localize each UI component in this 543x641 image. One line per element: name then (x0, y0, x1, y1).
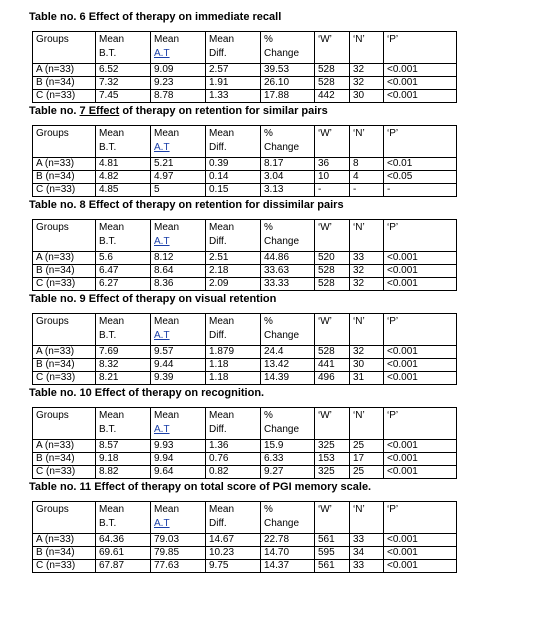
cell-mean-at: 9.23 (151, 77, 206, 90)
cell-change: 3.13 (261, 184, 315, 197)
cell-change: 15.9 (261, 440, 315, 453)
cell-p: <0.001 (384, 64, 457, 77)
header-change: % Change (261, 502, 315, 534)
cell-group: A (n=33) (33, 158, 96, 171)
header-mean-diff: Mean Diff. (206, 408, 261, 440)
header-w: ‘W’ (315, 314, 350, 346)
cell-group: B (n=34) (33, 265, 96, 278)
cell-change: 33.33 (261, 278, 315, 291)
cell-mean-diff: 0.76 (206, 453, 261, 466)
header-n: ‘N’ (350, 408, 384, 440)
cell-p: <0.001 (384, 560, 457, 573)
cell-mean-diff: 1.18 (206, 359, 261, 372)
cell-change: 44.86 (261, 252, 315, 265)
cell-group: C (n=33) (33, 466, 96, 479)
table-6 (32, 31, 457, 103)
cell-mean-diff: 1.33 (206, 90, 261, 103)
cell-w: 561 (315, 560, 350, 573)
table-row (33, 265, 457, 278)
header-n: ‘N’ (350, 32, 384, 64)
cell-w: 528 (315, 346, 350, 359)
cell-n: 34 (350, 547, 384, 560)
table-row (33, 346, 457, 359)
cell-w: - (315, 184, 350, 197)
table-row (33, 184, 457, 197)
cell-mean-at: 9.09 (151, 64, 206, 77)
header-groups: Groups (33, 408, 96, 440)
cell-change: 9.27 (261, 466, 315, 479)
table-9 (32, 313, 457, 385)
cell-mean-diff: 2.51 (206, 252, 261, 265)
table-7-title: Table no. 7 Effect of therapy on retention for similar pairs (29, 105, 328, 117)
header-change: % Change (261, 408, 315, 440)
header-mean-at: Mean A.T (151, 220, 206, 252)
header-mean-at: Mean A.T (151, 126, 206, 158)
cell-p: - (384, 184, 457, 197)
header-n: ‘N’ (350, 126, 384, 158)
cell-change: 17.88 (261, 90, 315, 103)
cell-n: 25 (350, 466, 384, 479)
cell-p: <0.001 (384, 466, 457, 479)
cell-mean-bt: 6.52 (96, 64, 151, 77)
header-change: % Change (261, 32, 315, 64)
cell-change: 39.53 (261, 64, 315, 77)
cell-change: 14.70 (261, 547, 315, 560)
table-header-row (33, 32, 457, 64)
header-mean-bt: Mean B.T. (96, 32, 151, 64)
table-9-title: Table no. 9 Effect of therapy on visual retention (29, 293, 277, 305)
table-header-row (33, 314, 457, 346)
table-row (33, 64, 457, 77)
header-mean-bt: Mean B.T. (96, 126, 151, 158)
cell-w: 496 (315, 372, 350, 385)
cell-mean-bt: 67.87 (96, 560, 151, 573)
table-11-title: Table no. 11 Effect of therapy on total score of PGI memory scale. (29, 481, 372, 493)
header-w: ‘W’ (315, 502, 350, 534)
cell-n: 32 (350, 278, 384, 291)
cell-group: C (n=33) (33, 372, 96, 385)
cell-p: <0.001 (384, 77, 457, 90)
cell-w: 520 (315, 252, 350, 265)
cell-n: 32 (350, 64, 384, 77)
cell-change: 22.78 (261, 534, 315, 547)
cell-mean-diff: 1.36 (206, 440, 261, 453)
cell-n: 4 (350, 171, 384, 184)
header-mean-at: Mean A.T (151, 314, 206, 346)
header-w: ‘W’ (315, 408, 350, 440)
header-w: ‘W’ (315, 220, 350, 252)
header-mean-bt: Mean B.T. (96, 408, 151, 440)
cell-n: 8 (350, 158, 384, 171)
header-p: ‘P’ (384, 32, 457, 64)
header-p: ‘P’ (384, 502, 457, 534)
cell-p: <0.001 (384, 534, 457, 547)
cell-group: A (n=33) (33, 440, 96, 453)
cell-n: 30 (350, 90, 384, 103)
table-header-row (33, 220, 457, 252)
table-row (33, 77, 457, 90)
cell-change: 14.37 (261, 560, 315, 573)
cell-w: 10 (315, 171, 350, 184)
table-row (33, 466, 457, 479)
header-n: ‘N’ (350, 502, 384, 534)
table-header-row (33, 126, 457, 158)
header-mean-at: Mean A.T (151, 502, 206, 534)
cell-mean-diff: 2.57 (206, 64, 261, 77)
table-7 (32, 125, 457, 197)
cell-mean-at: 8.78 (151, 90, 206, 103)
cell-mean-diff: 0.14 (206, 171, 261, 184)
cell-p: <0.001 (384, 90, 457, 103)
cell-p: <0.001 (384, 453, 457, 466)
cell-p: <0.001 (384, 372, 457, 385)
header-p: ‘P’ (384, 220, 457, 252)
cell-n: 17 (350, 453, 384, 466)
table-10-title: Table no. 10 Effect of therapy on recognition. (29, 387, 265, 399)
header-mean-diff: Mean Diff. (206, 32, 261, 64)
cell-mean-diff: 9.75 (206, 560, 261, 573)
cell-w: 528 (315, 265, 350, 278)
table-row (33, 440, 457, 453)
cell-mean-at: 8.12 (151, 252, 206, 265)
cell-group: B (n=34) (33, 547, 96, 560)
cell-mean-bt: 8.57 (96, 440, 151, 453)
cell-p: <0.001 (384, 265, 457, 278)
cell-mean-at: 9.93 (151, 440, 206, 453)
cell-p: <0.001 (384, 252, 457, 265)
table-row (33, 359, 457, 372)
header-mean-bt: Mean B.T. (96, 314, 151, 346)
cell-p: <0.01 (384, 158, 457, 171)
cell-mean-bt: 64.36 (96, 534, 151, 547)
header-change: % Change (261, 314, 315, 346)
cell-p: <0.001 (384, 346, 457, 359)
cell-mean-diff: 0.39 (206, 158, 261, 171)
table-8-title: Table no. 8 Effect of therapy on retention for dissimilar pairs (29, 199, 344, 211)
cell-mean-diff: 10.23 (206, 547, 261, 560)
cell-w: 528 (315, 278, 350, 291)
table-row (33, 252, 457, 265)
table-row (33, 171, 457, 184)
header-change: % Change (261, 220, 315, 252)
cell-mean-at: 77.63 (151, 560, 206, 573)
table-row (33, 534, 457, 547)
cell-group: C (n=33) (33, 278, 96, 291)
cell-p: <0.05 (384, 171, 457, 184)
cell-p: <0.001 (384, 278, 457, 291)
header-mean-at: Mean A.T (151, 408, 206, 440)
table-header-row (33, 408, 457, 440)
cell-p: <0.001 (384, 547, 457, 560)
table-row (33, 90, 457, 103)
cell-group: B (n=34) (33, 453, 96, 466)
header-groups: Groups (33, 32, 96, 64)
header-mean-bt: Mean B.T. (96, 220, 151, 252)
cell-mean-bt: 6.27 (96, 278, 151, 291)
cell-mean-bt: 4.85 (96, 184, 151, 197)
cell-mean-bt: 6.47 (96, 265, 151, 278)
table-6-title: Table no. 6 Effect of therapy on immediate recall (29, 11, 282, 23)
cell-change: 24.4 (261, 346, 315, 359)
cell-group: C (n=33) (33, 90, 96, 103)
cell-w: 442 (315, 90, 350, 103)
cell-mean-at: 9.44 (151, 359, 206, 372)
cell-n: 30 (350, 359, 384, 372)
header-mean-diff: Mean Diff. (206, 314, 261, 346)
cell-n: - (350, 184, 384, 197)
header-p: ‘P’ (384, 408, 457, 440)
header-mean-at: Mean A.T (151, 32, 206, 64)
cell-n: 31 (350, 372, 384, 385)
cell-p: <0.001 (384, 440, 457, 453)
header-n: ‘N’ (350, 220, 384, 252)
cell-mean-bt: 5.6 (96, 252, 151, 265)
cell-w: 561 (315, 534, 350, 547)
table-row (33, 158, 457, 171)
table-row (33, 372, 457, 385)
cell-mean-bt: 7.32 (96, 77, 151, 90)
cell-w: 441 (315, 359, 350, 372)
table-header-row (33, 502, 457, 534)
cell-mean-bt: 8.21 (96, 372, 151, 385)
header-mean-diff: Mean Diff. (206, 502, 261, 534)
cell-mean-diff: 1.879 (206, 346, 261, 359)
cell-mean-diff: 1.18 (206, 372, 261, 385)
header-change: % Change (261, 126, 315, 158)
cell-w: 153 (315, 453, 350, 466)
cell-change: 26.10 (261, 77, 315, 90)
cell-mean-at: 5.21 (151, 158, 206, 171)
cell-mean-diff: 0.15 (206, 184, 261, 197)
cell-n: 32 (350, 346, 384, 359)
cell-mean-at: 5 (151, 184, 206, 197)
header-w: ‘W’ (315, 32, 350, 64)
cell-mean-bt: 8.32 (96, 359, 151, 372)
cell-n: 25 (350, 440, 384, 453)
cell-change: 3.04 (261, 171, 315, 184)
table-row (33, 560, 457, 573)
table-8 (32, 219, 457, 291)
cell-n: 32 (350, 265, 384, 278)
header-mean-diff: Mean Diff. (206, 220, 261, 252)
cell-change: 33.63 (261, 265, 315, 278)
cell-w: 595 (315, 547, 350, 560)
table-row (33, 278, 457, 291)
cell-w: 325 (315, 466, 350, 479)
cell-mean-at: 8.64 (151, 265, 206, 278)
cell-mean-at: 9.64 (151, 466, 206, 479)
cell-mean-diff: 0.82 (206, 466, 261, 479)
table-11 (32, 501, 457, 573)
header-w: ‘W’ (315, 126, 350, 158)
cell-mean-diff: 1.91 (206, 77, 261, 90)
cell-mean-at: 79.85 (151, 547, 206, 560)
cell-mean-bt: 7.69 (96, 346, 151, 359)
cell-mean-diff: 2.09 (206, 278, 261, 291)
cell-mean-bt: 8.82 (96, 466, 151, 479)
cell-group: B (n=34) (33, 77, 96, 90)
header-p: ‘P’ (384, 126, 457, 158)
header-groups: Groups (33, 502, 96, 534)
cell-w: 325 (315, 440, 350, 453)
cell-n: 33 (350, 252, 384, 265)
cell-n: 33 (350, 534, 384, 547)
cell-mean-diff: 14.67 (206, 534, 261, 547)
cell-group: A (n=33) (33, 534, 96, 547)
cell-change: 6.33 (261, 453, 315, 466)
cell-w: 528 (315, 64, 350, 77)
cell-w: 36 (315, 158, 350, 171)
cell-group: B (n=34) (33, 359, 96, 372)
cell-mean-at: 9.94 (151, 453, 206, 466)
cell-mean-bt: 7.45 (96, 90, 151, 103)
cell-mean-at: 9.57 (151, 346, 206, 359)
cell-change: 14.39 (261, 372, 315, 385)
cell-mean-bt: 4.81 (96, 158, 151, 171)
cell-group: A (n=33) (33, 64, 96, 77)
cell-mean-bt: 9.18 (96, 453, 151, 466)
cell-mean-at: 4.97 (151, 171, 206, 184)
cell-mean-bt: 4.82 (96, 171, 151, 184)
cell-mean-at: 9.39 (151, 372, 206, 385)
cell-group: B (n=34) (33, 171, 96, 184)
cell-n: 33 (350, 560, 384, 573)
cell-group: A (n=33) (33, 252, 96, 265)
cell-w: 528 (315, 77, 350, 90)
table-row (33, 453, 457, 466)
cell-n: 32 (350, 77, 384, 90)
header-groups: Groups (33, 126, 96, 158)
header-n: ‘N’ (350, 314, 384, 346)
header-groups: Groups (33, 220, 96, 252)
table-row (33, 547, 457, 560)
cell-group: C (n=33) (33, 184, 96, 197)
cell-p: <0.001 (384, 359, 457, 372)
header-mean-diff: Mean Diff. (206, 126, 261, 158)
cell-group: A (n=33) (33, 346, 96, 359)
cell-mean-diff: 2.18 (206, 265, 261, 278)
header-mean-bt: Mean B.T. (96, 502, 151, 534)
cell-mean-at: 8.36 (151, 278, 206, 291)
header-groups: Groups (33, 314, 96, 346)
cell-group: C (n=33) (33, 560, 96, 573)
header-p: ‘P’ (384, 314, 457, 346)
cell-mean-bt: 69.61 (96, 547, 151, 560)
cell-change: 8.17 (261, 158, 315, 171)
cell-change: 13.42 (261, 359, 315, 372)
cell-mean-at: 79.03 (151, 534, 206, 547)
table-10 (32, 407, 457, 479)
document-body (29, 9, 456, 573)
